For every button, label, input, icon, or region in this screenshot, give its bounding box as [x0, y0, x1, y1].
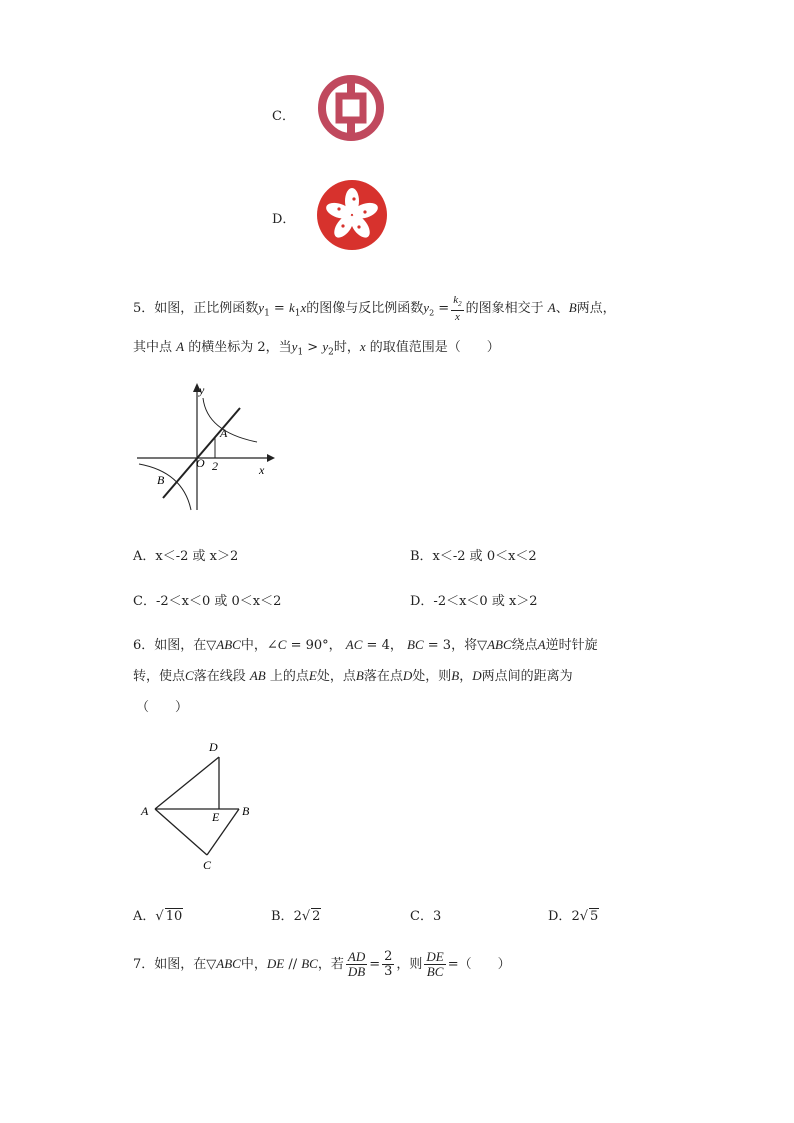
q5-option-c[interactable]: C．-2＜x＜0 或 0＜x＜2: [133, 594, 282, 609]
q6-e-label: E: [212, 810, 220, 824]
q5-line2: 其中点 A 的横坐标为 2，当$y_1 > y_2$时，x 的取值范围是（ ）: [133, 339, 500, 358]
option-c-label: C．: [272, 109, 295, 124]
bauhinia-flag-icon: [316, 179, 388, 251]
q5-option-b[interactable]: B．x＜-2 或 0＜x＜2: [410, 549, 537, 564]
q7-line1: 7．如图，在▽ABC中，DE // BC，若 $\frac{AD}{DB}$ = $\frac{2}{3}$ ，则 $\frac{DE}{BC}$ =（ ）: [133, 949, 511, 979]
bank-logo-icon: [316, 72, 386, 144]
q5-option-d[interactable]: D．-2＜x＜0 或 x＞2: [410, 594, 538, 609]
q6-line2: 转，使点C落在线段 AB 上的点E处，点B落在点D处，则B，D两点间的距离为: [133, 668, 573, 684]
q5-y-label: y: [199, 383, 205, 397]
q6-figure: [135, 735, 260, 875]
q6-option-a[interactable]: A．√ 10: [133, 909, 183, 924]
q5-b-label: B: [157, 473, 165, 487]
q5-figure: [135, 380, 275, 515]
q6-option-d[interactable]: D．2√ 5: [548, 909, 599, 924]
q6-a-label: A: [141, 804, 149, 818]
q6-d-label: D: [209, 740, 218, 754]
q6-option-c[interactable]: C．3: [410, 909, 442, 924]
q6-b-label: B: [242, 804, 250, 818]
q5-line1: 5．如图，正比例函数$y_1 = k_1x$的图像与反比例函数$y_2$ = $\frac{k_2}{x}$ 的图象相交于 A、B两点，: [133, 294, 616, 324]
option-d-label: D．: [272, 212, 296, 227]
q5-x-label: x: [259, 463, 265, 477]
q6-line3: （ ）: [136, 700, 189, 715]
q6-c-label: C: [203, 858, 212, 872]
q5-a-label: A: [220, 426, 228, 440]
q6-line1: 6．如图，在▽ABC中，∠C = 90°， AC = 4， BC = 3，将▽ABC绕点A逆时针旋: [133, 637, 598, 653]
q5-option-a[interactable]: A．x＜-2 或 x＞2: [133, 549, 239, 564]
q5-two-label: 2: [212, 459, 218, 473]
q5-origin-label: O: [196, 456, 205, 470]
q6-option-b[interactable]: B．2√ 2: [271, 909, 321, 924]
